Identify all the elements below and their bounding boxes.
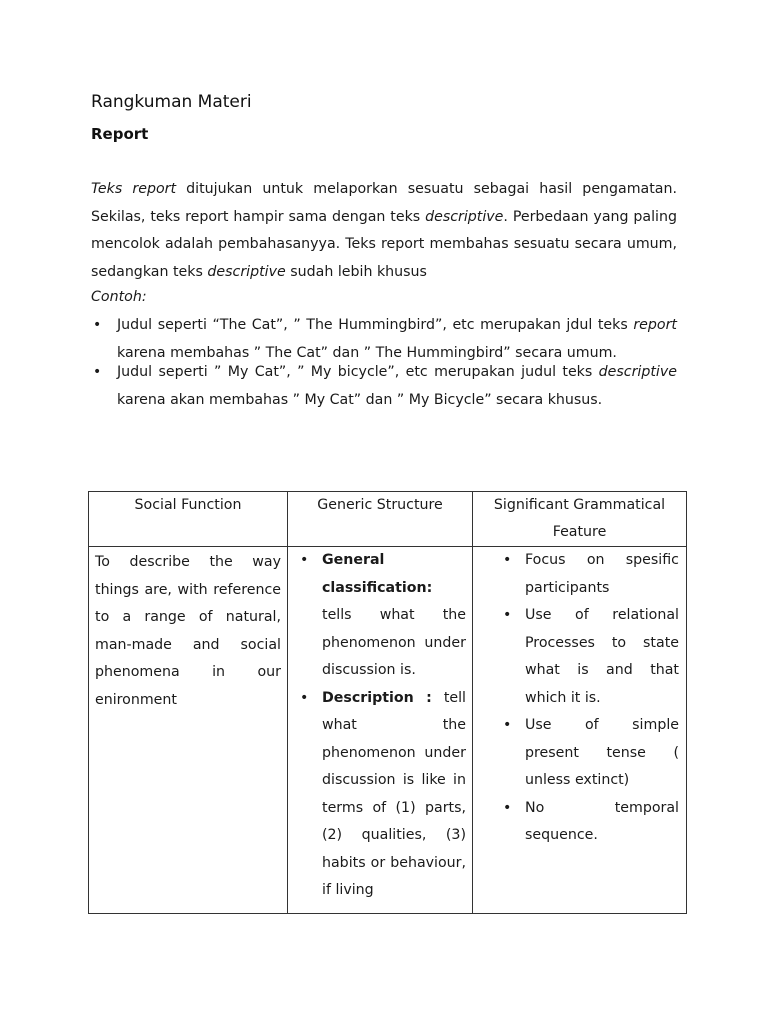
intro-italic-3: descriptive bbox=[207, 263, 286, 280]
header-social-function: Social Function bbox=[89, 492, 288, 547]
intro-paragraph bbox=[91, 176, 677, 286]
generic-structure-cell bbox=[288, 547, 473, 914]
bullet-icon: • bbox=[93, 364, 102, 380]
section-subtitle: Report bbox=[91, 125, 149, 143]
table-row bbox=[89, 547, 687, 914]
bullet-icon: • bbox=[503, 717, 512, 733]
bullet-icon: • bbox=[503, 552, 512, 568]
list-item bbox=[288, 685, 472, 905]
intro-text-1: ditujukan untuk melaporkan sesuatu sebagai hasil pengamatan. Sekilas, teks report hampir sama dengan teks bbox=[91, 181, 678, 225]
header-grammatical-feature-text: Significant Grammatical Feature bbox=[493, 497, 666, 540]
list-item bbox=[473, 795, 686, 850]
intro-italic-1: Teks report bbox=[91, 181, 177, 197]
list-item bbox=[288, 547, 472, 685]
structure-text: tell what the phenomenon under discussion is like in terms of (1) parts, (2) qualities, (3) habits or behaviour, if living bbox=[322, 689, 466, 898]
structure-term: Description : bbox=[322, 689, 432, 706]
bullet-icon: • bbox=[93, 317, 102, 333]
page-title: Rangkuman Materi bbox=[91, 92, 252, 112]
example-italic: descriptive bbox=[598, 364, 677, 380]
generic-structure-list bbox=[288, 547, 472, 905]
feature-list bbox=[473, 547, 686, 850]
structure-text: tells what the phenomenon under discussion is. bbox=[322, 607, 466, 678]
example-italic: report bbox=[633, 317, 677, 333]
example-text: Judul seperti “The Cat”, ” The Hummingbird”, etc merupakan jdul teks bbox=[117, 317, 634, 333]
bullet-icon: • bbox=[300, 552, 309, 568]
example-label: Contoh: bbox=[91, 289, 147, 305]
structure-term: General classification: bbox=[322, 552, 433, 596]
header-generic-structure: Generic Structure bbox=[288, 492, 473, 547]
header-grammatical-feature bbox=[473, 492, 687, 547]
list-item bbox=[91, 359, 677, 414]
example-list bbox=[91, 312, 677, 414]
list-item bbox=[473, 602, 686, 712]
bullet-icon: • bbox=[503, 607, 512, 623]
example-text: Judul seperti ” My Cat”, ” My bicycle”, etc merupakan judul teks bbox=[117, 364, 599, 380]
grammatical-feature-cell bbox=[473, 547, 687, 914]
example-text: karena membahas ” The Cat” dan ” The Hummingbird” secara umum. bbox=[117, 344, 617, 361]
social-function-cell: To describe the way things are, with reference to a range of natural, man-made and social phenomena in our enironment bbox=[89, 547, 288, 914]
feature-text: Use of simple present tense ( unless extinct) bbox=[525, 717, 679, 788]
feature-text: Use of relational Processes to state what is and that which it is. bbox=[525, 607, 679, 706]
intro-text-3: sudah lebih khusus bbox=[285, 263, 427, 280]
summary-table bbox=[88, 491, 687, 914]
intro-italic-2: descriptive bbox=[425, 208, 504, 225]
intro-text-2: . Perbedaan yang paling mencolok adalah pembahasanyya. Teks report membahas sesuatu secara umum, sedangkan teks bbox=[91, 208, 677, 280]
feature-text: Focus on spesific participants bbox=[525, 552, 679, 596]
table-header-row bbox=[89, 492, 687, 547]
bullet-icon: • bbox=[300, 689, 309, 706]
list-item bbox=[473, 547, 686, 602]
list-item bbox=[473, 712, 686, 795]
bullet-icon: • bbox=[503, 799, 512, 816]
feature-text: No temporal sequence. bbox=[525, 799, 679, 843]
example-text: karena akan membahas ” My Cat” dan ” My Bicycle” secara khusus. bbox=[117, 391, 603, 408]
